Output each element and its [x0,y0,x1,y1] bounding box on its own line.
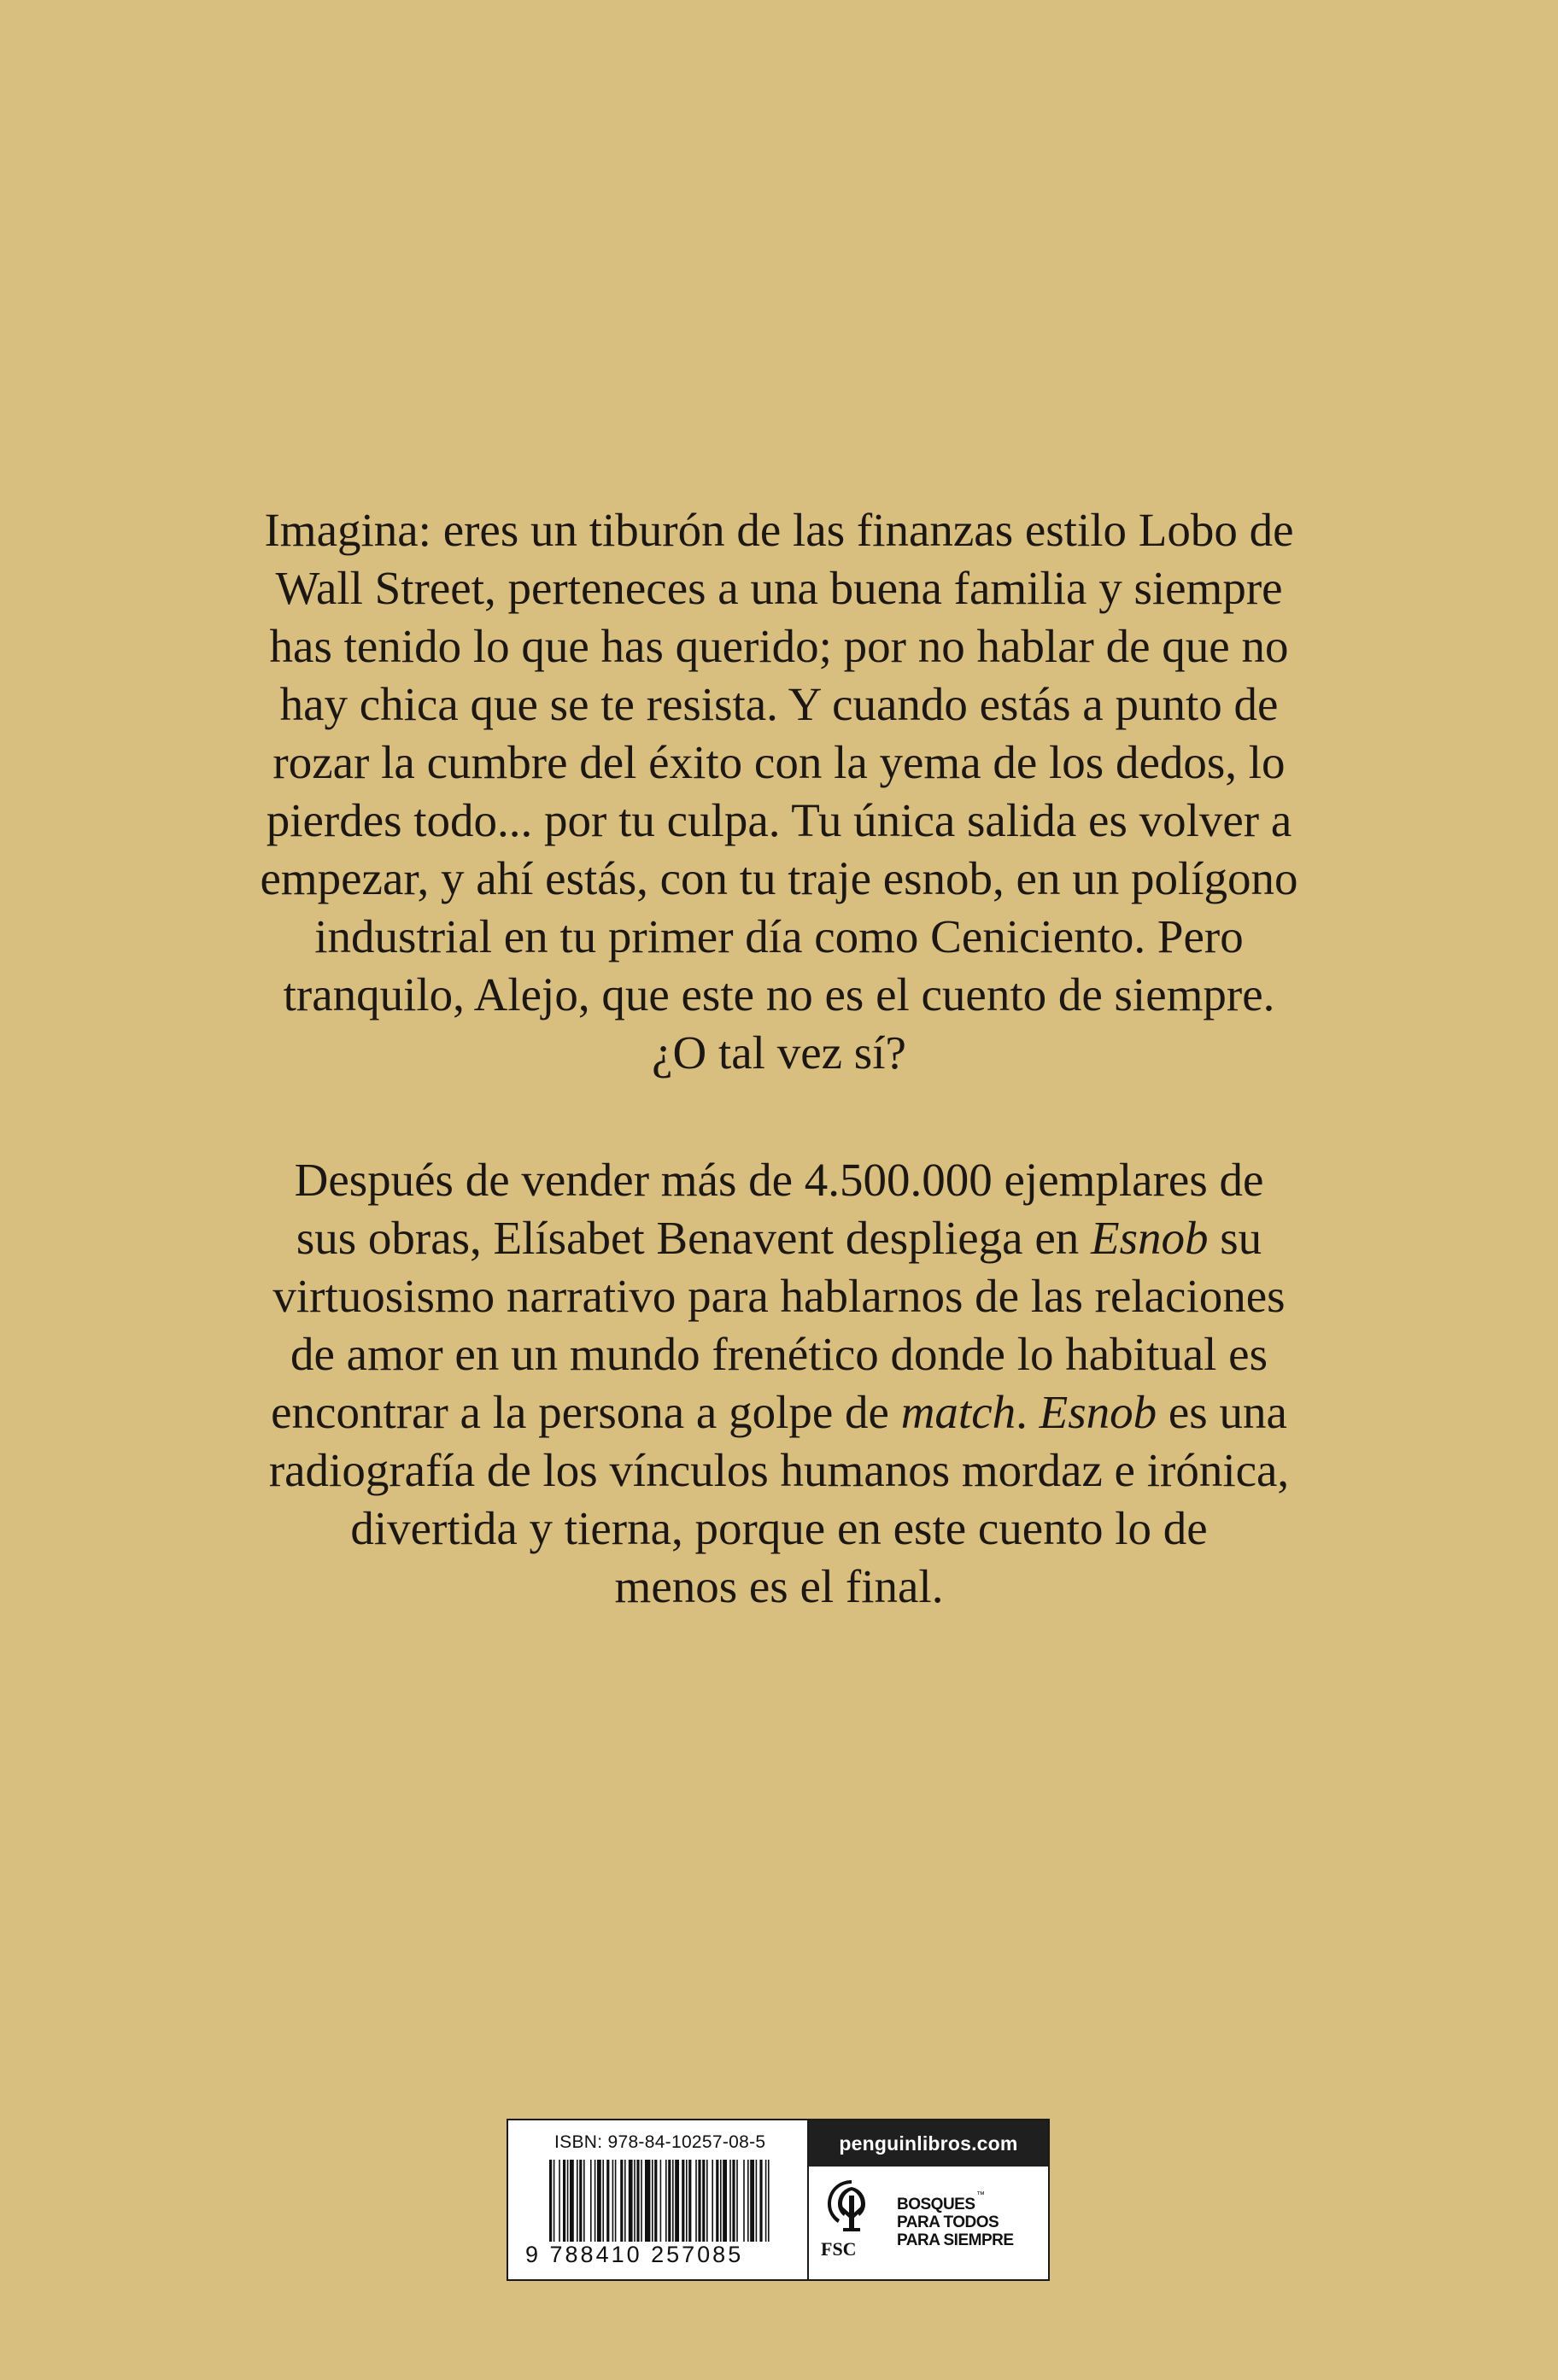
barcode-icon [549,2160,773,2242]
text-run: su [1208,1212,1262,1264]
barcode-bar [602,2160,604,2242]
barcode-bar [579,2160,582,2242]
fsc-label: FSC [821,2238,857,2260]
barcode-bar [750,2160,754,2242]
barcode-bar [768,2160,770,2242]
blurb-line: has tenido lo que has querido; por no hablar de que no [269,620,1289,672]
barcode-bar [723,2160,727,2242]
barcode-digits: 9 788410 257085 [525,2242,744,2267]
barcode-bar [629,2160,633,2242]
barcode-bar [570,2160,574,2242]
barcode-bar [559,2160,560,2242]
text-run: sus obras, Elísabet Benavent despliega en [296,1212,1091,1264]
barcode-bar [743,2160,745,2242]
barcode-bar [675,2160,679,2242]
blurb-line: de amor en un mundo frenético donde lo habitual es [290,1328,1268,1380]
blurb-line: tranquilo, Alejo, que este no es el cuento de siempre. [283,968,1275,1020]
fsc-slogan-line: BOSQUES [897,2196,975,2213]
barcode-bar [686,2160,688,2242]
barcode-bar [612,2160,614,2242]
blurb-line: radiografía de los vínculos humanos mordaz e irónica, [268,1444,1290,1496]
blurb-line: divertida y tierna, porque en este cuento lo de [350,1502,1208,1554]
barcode-bar [668,2160,671,2242]
barcode-bar [583,2160,585,2242]
barcode-bar [759,2160,762,2242]
barcode-panel [507,2119,1050,2281]
barcode-bar [736,2160,738,2242]
blurb-line [256,1209,1302,1267]
barcode-bar [590,2160,592,2242]
text-run: es una [1157,1386,1287,1438]
fsc-slogan-line: PARA TODOS [897,2213,999,2231]
barcode-bar [654,2160,657,2242]
barcode-bar [702,2160,705,2242]
isbn-barcode-area [508,2120,809,2279]
barcode-bar [624,2160,626,2242]
barcode-bar [695,2160,697,2242]
barcode-bar [765,2160,767,2242]
barcode-bar [554,2160,555,2242]
blurb-paragraph-1 [256,501,1302,1082]
barcode-bar [729,2160,731,2242]
fsc-tree-icon [821,2180,882,2238]
barcode-bar [597,2160,601,2242]
blurb-line: virtuosismo narrativo para hablarnos de las relaciones [272,1270,1286,1322]
barcode-bar [641,2160,642,2242]
barcode-bar [606,2160,609,2242]
barcode-bar [652,2160,653,2242]
text-run: . [1016,1386,1040,1438]
barcode-bar [688,2160,691,2242]
text-run: encontrar a la persona a golpe de [271,1386,901,1438]
barcode-bar [615,2160,617,2242]
blurb-line: Imagina: eres un tiburón de las finanzas estilo Lobo de [264,504,1294,556]
fsc-slogan-line: PARA SIEMPRE [897,2231,1014,2249]
barcode-bar [660,2160,662,2242]
blurb-line: industrial en tu primer día como Ceniciento. Pero [314,910,1244,962]
blurb-line: Wall Street, perteneces a una buena familia y siempre [275,562,1283,614]
fsc-certification [809,2167,1048,2279]
barcode-bar [747,2160,749,2242]
barcode-bar [682,2160,684,2242]
barcode-bar [716,2160,718,2242]
publisher-website: penguinlibros.com [809,2120,1048,2167]
blurb-line: hay chica que se te resista. Y cuando estás a punto de [279,678,1279,730]
fsc-slogan [897,2196,1014,2249]
blurb-line: pierdes todo... por tu culpa. Tu única salida es volver a [266,794,1292,846]
trademark-mark: ™ [976,2190,985,2200]
barcode-bar [756,2160,758,2242]
match-italic: match [900,1386,1016,1438]
barcode-bar [672,2160,674,2242]
barcode-bar [720,2160,722,2242]
isbn-label: ISBN: 978-84-10257-08-5 [554,2132,766,2152]
barcode-bar [645,2160,650,2242]
barcode-bar [567,2160,569,2242]
barcode-bar [698,2160,700,2242]
barcode-bar [712,2160,713,2242]
publisher-area [809,2120,1048,2279]
barcode-bar [706,2160,708,2242]
blurb-line: rozar la cumbre del éxito con la yema de los dedos, lo [272,736,1286,788]
book-title-italic: Esnob [1039,1386,1157,1438]
barcode-bar [634,2160,636,2242]
blurb-paragraph-2 [256,1151,1302,1616]
blurb-line: Después de vender más de 4.500.000 ejemplares de [294,1154,1264,1206]
barcode-bar [732,2160,735,2242]
barcode-bar [594,2160,596,2242]
blurb-line: menos es el final. [614,1560,944,1612]
barcode-bar [577,2160,578,2242]
blurb-line: ¿O tal vez sí? [652,1026,906,1079]
blurb-line [256,1383,1302,1441]
barcode-bar [549,2160,552,2242]
book-title-italic: Esnob [1091,1212,1209,1264]
barcode-bar [620,2160,623,2242]
blurb-line: empezar, y ahí estás, con tu traje esnob, en un polígono [260,852,1298,904]
barcode-bar [563,2160,565,2242]
barcode-bar [665,2160,667,2242]
barcode-bar [636,2160,639,2242]
